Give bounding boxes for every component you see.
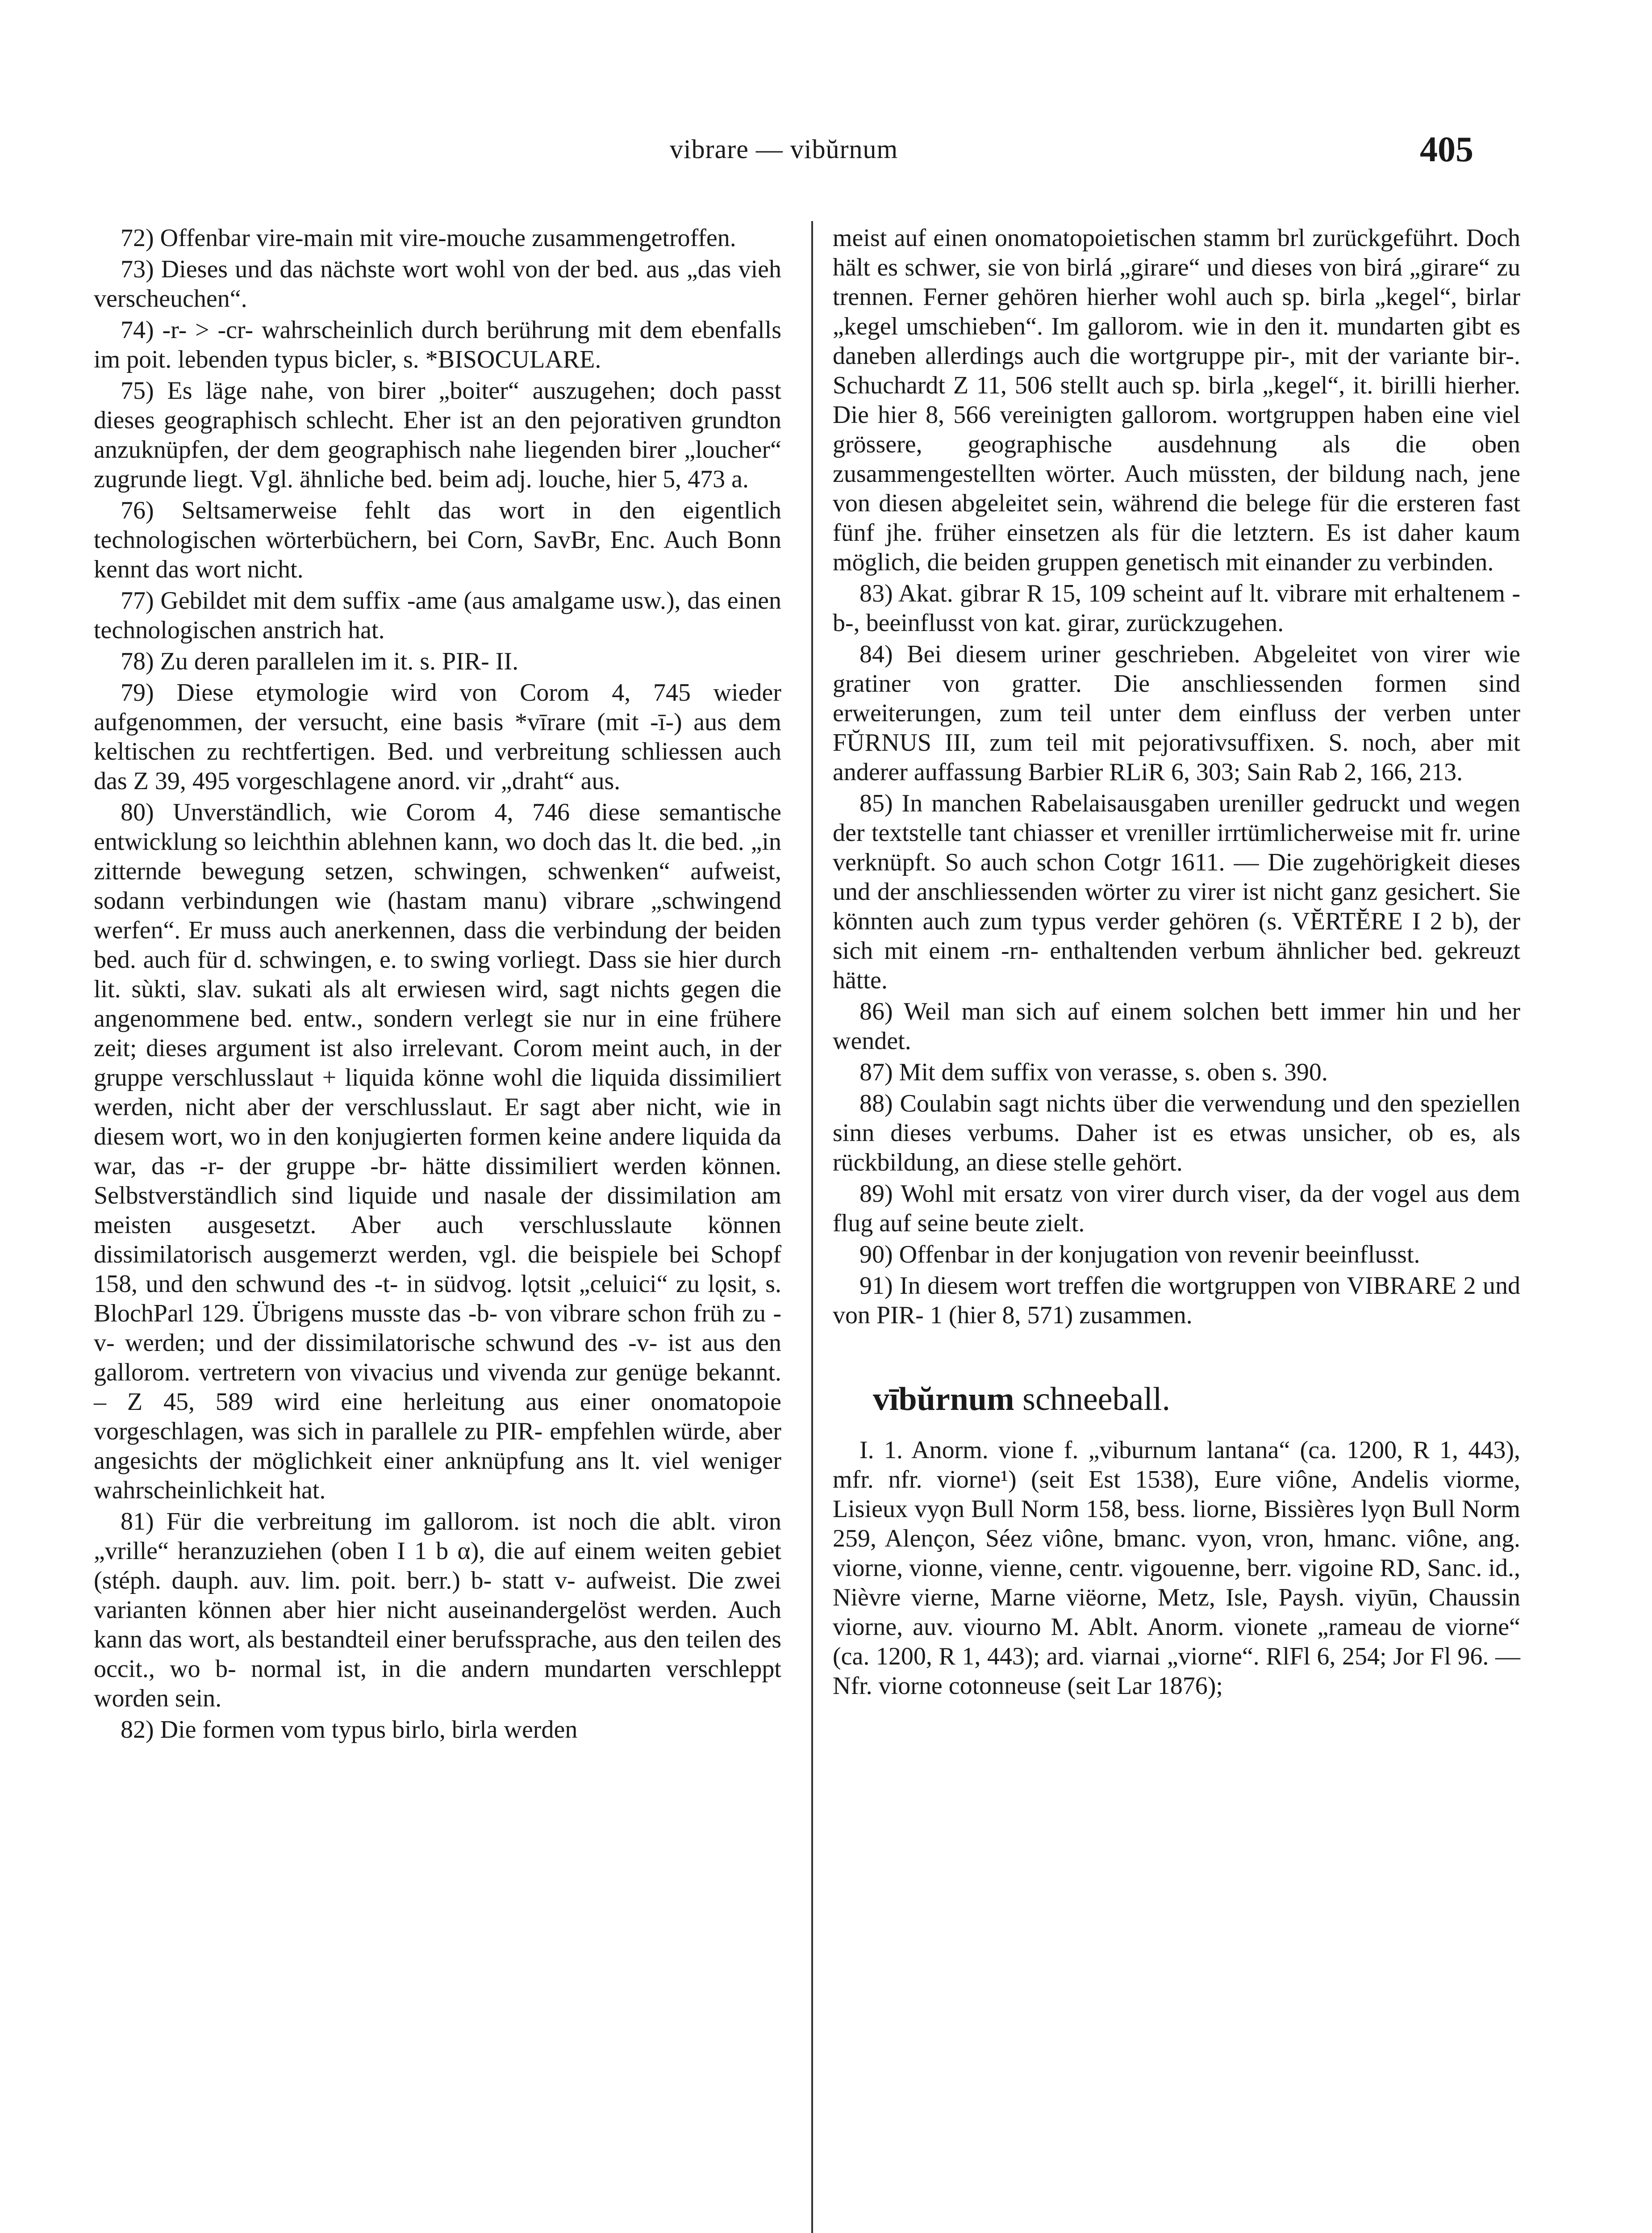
entry-body: I. 1. Anorm. vione f. „viburnum lantana“ (ca. 1200, R 1, 443), mfr. nfr. viorne¹) (seit Est 1538), Eure viône, Andelis viorme, Lisieux vyǫn Bull Norm 158, bess. liorne, Bissières lyǫn Bull Norm 259, Alençon, Séez viône, bmanc. vyon, vron, hmanc. viône, ang. viorne, vionne, vienne, centr. vigouenne, berr. vigoine RD, Sanc. id., Nièvre vierne, Marne viëorne, Metz, Isle, Paysh. viyūn, Chaussin viorne, auv. viourno M. Ablt. Anorm. vionete „rameau de viorne“ (ca. 1200, R 1, 443); ard. viarnai „viorne“. RlFl 6, 254; Jor Fl 96. — Nfr. viorne cotonneuse (seit Lar 1876); [833,1436,1520,1700]
footnote-83: 83) Akat. gibrar R 15, 109 scheint auf lt. vibrare mit erhaltenem -b-, beeinflusst von kat. girar, zurückzugehen. [833,580,1520,637]
footnote-88: 88) Coulabin sagt nichts über die verwendung und den speziellen sinn dieses verbums. Daher ist es etwas unsicher, ob es, als rückbildung, an diese stelle gehört. [833,1090,1520,1176]
running-title: vibrare — vibŭrnum [670,134,898,164]
footnote-90: 90) Offenbar in der konjugation von revenir beeinflusst. [859,1241,1420,1268]
entry-heading [873,1379,1520,1419]
footnote-74: 74) -r- > -cr- wahrscheinlich durch berührung mit dem ebenfalls im poit. lebenden typus bicler, s. *BISOCULARE. [94,316,781,373]
footnote-82-continued: meist auf einen onomatopoietischen stamm brl zurückgeführt. Doch hält es schwer, sie von birlá „girare“ und dieses von birá „girare“ zu trennen. Ferner gehören hierher wohl auch sp. birla „kegel“, birlar „kegel umschieben“. Im gallorom. wie in den it. mundarten gibt es daneben allerdings auch die wortgruppe pir-, mit der variante bir-. Schuchardt Z 11, 506 stellt auch sp. birla „kegel“, it. birilli hierher. Die hier 8, 566 vereinigten gallorom. wortgruppen haben eine viel grössere, geographische ausdehnung als die oben zusammengestellten wörter. Auch müssten, der bildung nach, jene von diesen abgeleitet sein, während die belege für die ersteren fast fünf jhe. früher einsetzen als für die letztern. Es ist daher kaum möglich, die beiden gruppen genetisch mit einander zu verbinden. [833,224,1520,576]
footnote-91: 91) In diesem wort treffen die wortgruppen von VIBRARE 2 und von PIR- 1 (hier 8, 571) zusammen. [833,1272,1520,1329]
footnote-86: 86) Weil man sich auf einem solchen bett immer hin und her wendet. [833,998,1520,1055]
footnote-78: 78) Zu deren parallelen im it. s. PIR- II. [121,648,519,675]
footnote-77: 77) Gebildet mit dem suffix -ame (aus amalgame usw.), das einen technologischen anstrich hat. [94,587,781,644]
footnote-81: 81) Für die verbreitung im gallorom. ist noch die ablt. viron „vrille“ heranzuziehen (oben I 1 b α), die auf einem weiten gebiet (stéph. dauph. auv. lim. poit. berr.) b- statt v- aufweist. Die zwei varianten können aber hier nicht auseinandergelöst werden. Auch kann das wort, als bestandteil einer berufssprache, aus den teilen des occit., wo b- normal ist, in die andern mundarten verschleppt worden sein. [94,1508,781,1712]
right-column [833,223,1520,1702]
footnote-89: 89) Wohl mit ersatz von virer durch viser, da der vogel aus dem flug auf seine beute zielt. [833,1180,1520,1237]
page-number: 405 [1420,130,1473,169]
footnote-84: 84) Bei diesem uriner geschrieben. Abgeleitet von virer wie gratiner von gratter. Die anschliessenden formen sind erweiterungen, zum teil unter dem einfluss der verben unter FŬRNUS III, zum teil mit pejorativsuffixen. S. noch, aber mit anderer auffassung Barbier RLiR 6, 303; Sain Rab 2, 166, 213. [833,640,1520,786]
entry-lemma: vībŭrnum [873,1381,1014,1418]
footnote-76: 76) Seltsamerweise fehlt das wort in den eigentlich technologischen wörterbüchern, bei Corn, SavBr, Enc. Auch Bonn kennt das wort nicht. [94,497,781,583]
footnote-73: 73) Dieses und das nächste wort wohl von der bed. aus „das vieh verscheuchen“. [94,255,781,313]
footnote-85: 85) In manchen Rabelaisausgaben ureniller gedruckt und wegen der textstelle tant chiasser et vreniller irrtümlicherweise mit fr. urine verknüpft. So auch schon Cotgr 1611. — Die zugehörigkeit dieses und der anschliessenden wörter zu virer ist nicht ganz gesichert. Sie könnten auch zum typus verder gehören (s. VĔRTĔRE I 2 b), der sich mit einem -rn- enthaltenden verbum ähnlicher bed. gekreuzt hätte. [833,790,1520,994]
entry-gloss: schneeball. [1022,1381,1170,1418]
footnote-72: 72) Offenbar vire-main mit vire-mouche zusammengetroffen. [121,224,736,252]
running-head [0,130,1652,183]
footnote-87: 87) Mit dem suffix von verasse, s. oben s. 390. [859,1058,1328,1086]
left-column [94,223,781,1746]
footnote-80: 80) Unverständlich, wie Corom 4, 746 diese semantische entwicklung so leichthin ablehnen kann, wo doch das lt. die bed. „in zitternde bewegung setzen, schwingen, schwenken“ aufweist, sodann verbindungen wie (hastam manu) vibrare „schwingend werfen“. Er muss auch anerkennen, dass die verbindung der beiden bed. auch für d. schwingen, e. to swing vorliegt. Dass sie hier durch lit. sùkti, slav. sukati als alt erwiesen wird, sagt nichts gegen die angenommene bed. entw., sondern verlegt sie nur in eine frühere zeit; dieses argument ist also irrelevant. Corom meint auch, in der gruppe verschlusslaut + liquida könne wohl die liquida dissimiliert werden, nicht aber der verschlusslaut. Er sagt aber nicht, wie in diesem wort, wo in den konjugierten formen keine andere liquida da war, das -r- der gruppe -br- hätte dissimiliert werden können. Selbstverständlich sind liquide und nasale der dissimilation am meisten ausgesetzt. Aber auch verschlusslaute können dissimilatorisch ausgemerzt werden, vgl. die beispiele bei Schopf 158, und den schwund des -t- in südvog. lǫtsit „celuici“ zu lǫsit, s. BlochParl 129. Übrigens musste das -b- von vibrare schon früh zu -v- werden; und der dissimilatorische schwund des -v- ist aus den gallorom. vertretern von vivacius und vivenda zur genüge bekannt. – Z 45, 589 wird eine herleitung aus einer onomatopoie vorgeschlagen, was sich in parallele zu PIR- empfehlen würde, aber angesichts der möglichkeit einer anknüpfung ans lt. viel weniger wahrscheinlichkeit hat. [94,799,781,1504]
footnote-82: 82) Die formen vom typus birlo, birla werden [121,1716,578,1744]
column-divider [811,221,813,2233]
footnote-75: 75) Es läge nahe, von birer „boiter“ auszugehen; doch passt dieses geographisch schlecht. Eher ist an den pejorativen grundton anzuknüpfen, der dem geographisch nahe liegenden birer „loucher“ zugrunde liegt. Vgl. ähnliche bed. beim adj. louche, hier 5, 473 a. [94,377,781,493]
footnote-79: 79) Diese etymologie wird von Corom 4, 745 wieder aufgenommen, der versucht, eine basis *vīrare (mit -ī-) aus dem keltischen zu rechtfertigen. Bed. und verbreitung schliessen auch das Z 39, 495 vorgeschlagene anord. vir „draht“ aus. [94,679,781,795]
